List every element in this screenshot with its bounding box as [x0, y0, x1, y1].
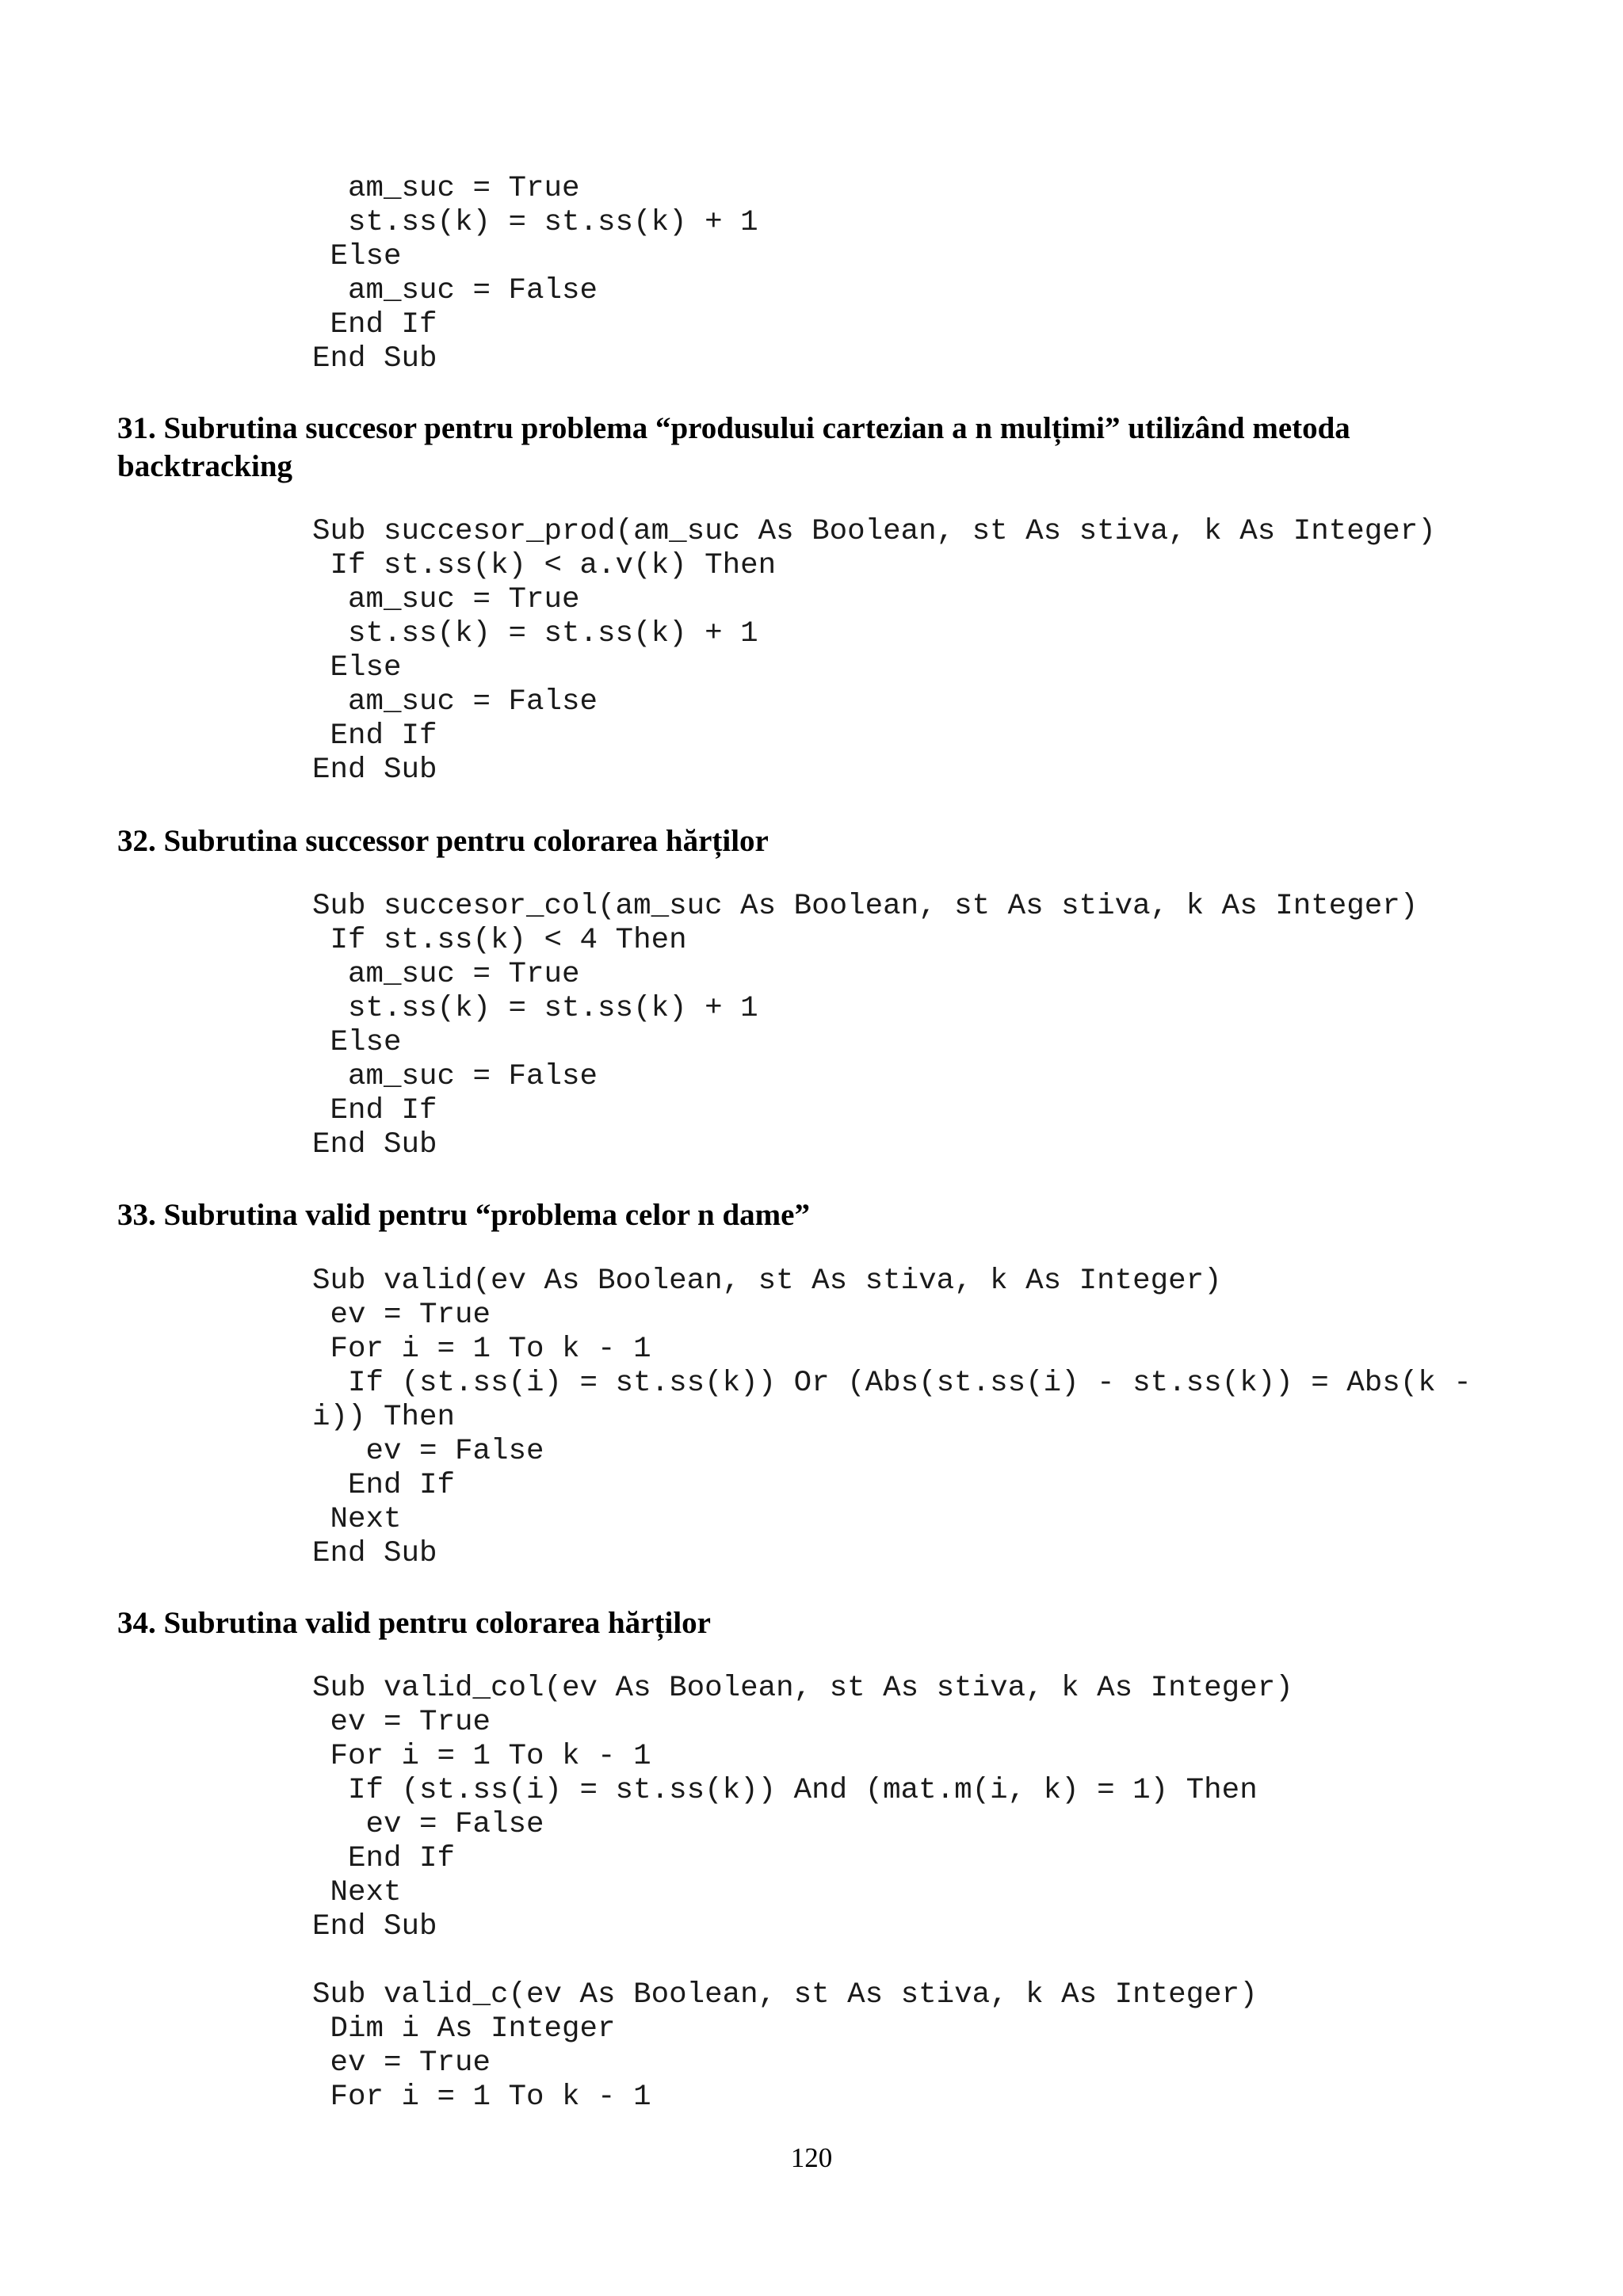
section-34-code: Sub valid_col(ev As Boolean, st As stiva, k As Integer) ev = True For i = 1 To k - 1 If (st.ss(i) = st.ss(k)) And (mat.m(i, k) = 1) Then ev = False End If Next End Sub: [312, 1672, 1293, 1943]
section-33-heading: 33. Subrutina valid pentru “problema celor n dame”: [117, 1198, 810, 1232]
section-31-heading: 31. Subrutina succesor pentru problema “produsului cartezian a n mulțimi” utilizând metoda backtracking: [117, 411, 1350, 483]
section-32-code: Sub succesor_col(am_suc As Boolean, st As stiva, k As Integer) If st.ss(k) < 4 Then am_suc = True st.ss(k) = st.ss(k) + 1 Else am_suc = False End If End Sub: [312, 890, 1419, 1161]
section-31-code: Sub succesor_prod(am_suc As Boolean, st As stiva, k As Integer) If st.ss(k) < a.v(k) Then am_suc = True st.ss(k) = st.ss(k) + 1 Else am_suc = False End If End Sub: [312, 515, 1436, 787]
section-34-code-valid-c: Sub valid_c(ev As Boolean, st As stiva, k As Integer) Dim i As Integer ev = True For i = 1 To k - 1: [312, 1978, 1258, 2114]
code-block-continued: am_suc = True st.ss(k) = st.ss(k) + 1 Else am_suc = False End If End Sub: [312, 172, 758, 376]
section-32-heading: 32. Subrutina successor pentru colorarea hărților: [117, 824, 769, 858]
section-33-code: Sub valid(ev As Boolean, st As stiva, k As Integer) ev = True For i = 1 To k - 1 If (st.ss(i) = st.ss(k)) Or (Abs(st.ss(i) - st.ss(k)) = Abs(k - i)) Then ev = False End If Next End Sub: [312, 1264, 1472, 1570]
section-34-heading: 34. Subrutina valid pentru colorarea hărților: [117, 1606, 711, 1640]
page-number: 120: [790, 2142, 833, 2173]
